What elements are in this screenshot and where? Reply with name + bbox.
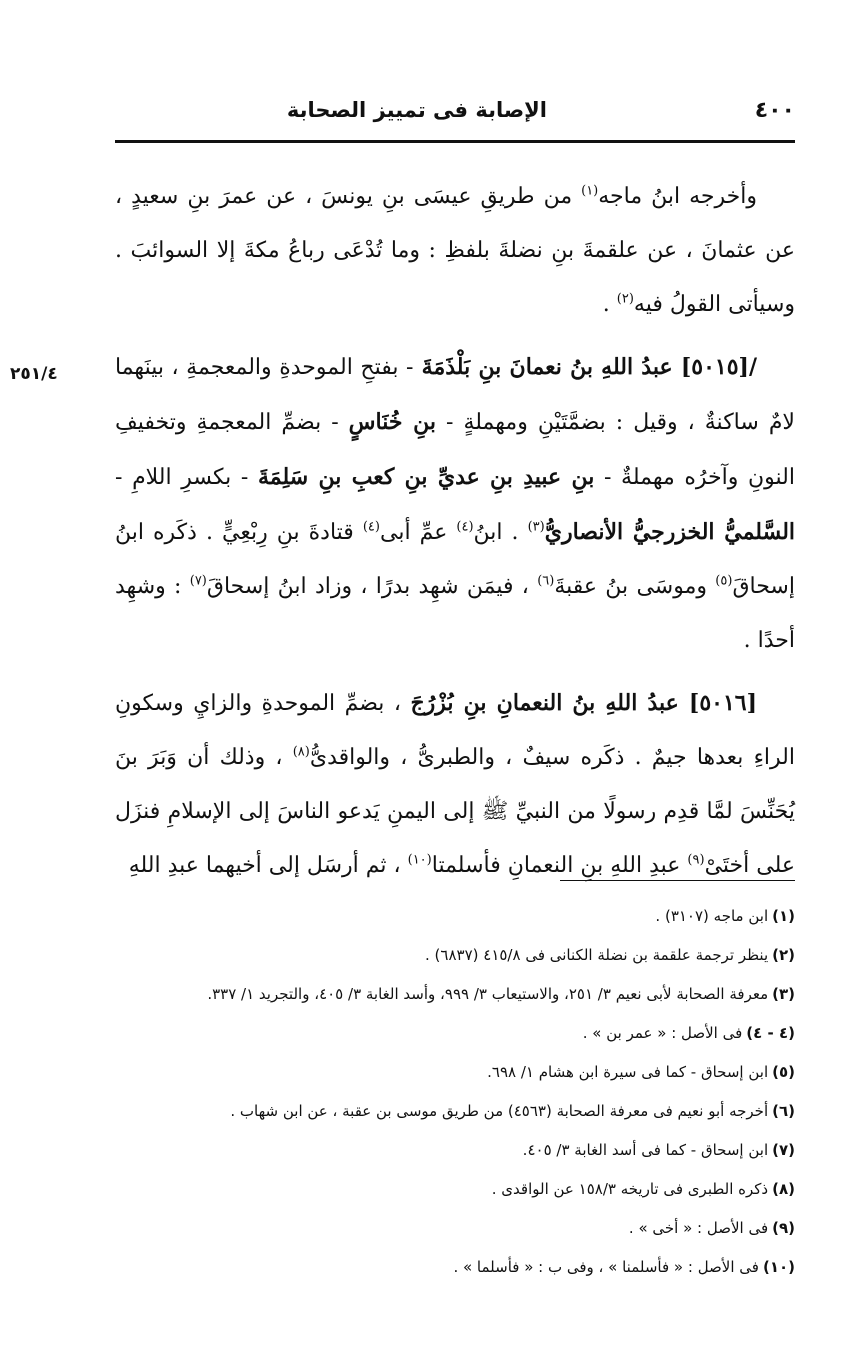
lineage-name: السَّلميُّ الخزرجيُّ الأنصاريُّ [544,519,796,545]
footnote-ref[interactable]: (١٠) [407,852,432,868]
footnote-text: ابن إسحاق - كما فى أسد الغابة ٣/ ٤٠٥. [522,1141,769,1159]
text-run: عمِّ أبى [379,520,457,545]
footnote-ref[interactable]: (٨) [292,744,310,760]
footnote-marker: (٦) [772,1102,795,1120]
lineage-name: بنِ خُنَاسٍ [348,409,437,435]
text-run: وأخرجه ابنُ ماجه [598,184,757,209]
footnote-marker: (٣) [772,985,795,1003]
footnote-separator [560,880,795,881]
footnote-marker: (٩) [772,1219,795,1237]
footnote-text: ينظر ترجمة علقمة بن نضلة الكنانى فى ٤١٥/٨ (٦٨٣٧) . [425,946,769,964]
main-text [115,170,795,901]
footnote-item [105,897,795,936]
text-run: . ابنُ [473,520,528,545]
margin-reference: ٢٥١/٤ [10,364,58,384]
text-run: ، وذلك أن وَبَرَ بنَ يُحَنِّسَ لمَّا قدِم رسولًا من النبيِّ ﷺ إلى اليمنِ يَدعو الناسَ إلى الإسلامِ فنزَل على أختَىْ [115,745,795,878]
entry-number: /[٥٠١٥] [680,354,757,380]
text-run: عبدِ اللهِ بنِ النعمانِ فأسلمتا [431,853,688,878]
footnote-ref[interactable]: (٣) [527,519,545,535]
entry-name: عبدُ اللهِ بنُ نعمانَ بنِ بَلْذَمَةَ [413,354,681,380]
footnote-marker: (٢) [772,946,795,964]
footnote-ref[interactable]: (٧) [189,573,207,589]
text-run: ، فيمَن شهِد بدرًا ، وزاد ابنُ إسحاقَ [206,574,538,599]
footnote-text: ابن إسحاق - كما فى سيرة ابن هشام ١/ ٦٩٨. [487,1063,769,1081]
entry-number: [٥٠١٦] [688,690,757,716]
paragraph-1 [115,170,795,332]
text-run: - بفتحِ الموحدةِ والمعجمةِ ، بينَهما لامٌ ساكنةٌ ، وقيل : بضمَّتَيْنِ ومهملةٍ - [115,355,795,435]
book-title: الإصابة فى تمييز الصحابة [286,98,547,122]
footnote-marker: (٥) [772,1063,795,1081]
page-number: ٤٠٠ [754,98,795,123]
text-run: قتادةَ بنِ رِبْعِيٍّ . ذكَره ابنُ إسحاقَ [115,520,795,599]
text-run: ، بضمِّ الموحدةِ والزايِ وسكونِ الراءِ بعدها جيمٌ . ذكَره سيفٌ ، والطبرىُّ ، والواقدىُّ [115,691,795,770]
text-run: - بكسرِ اللامِ - [115,465,258,490]
footnote-item [105,1209,795,1248]
footnote-marker: (٧) [772,1141,795,1159]
text-run: ، ثم أرسَل إلى أخيهما عبدِ اللهِ [128,853,408,878]
running-head [115,98,795,138]
lineage-name: بنِ عبيدِ بنِ عديِّ بنِ كعبِ بنِ سَلِمَةَ [258,464,595,490]
entry-5015 [115,340,795,668]
footnote-text: فى الأصل : « فأسلمنا » ، وفى ب : « فأسلما » . [453,1258,759,1276]
footnote-ref[interactable]: (١) [581,183,599,199]
header-rule [115,140,795,143]
text-run: - بضمِّ المعجمةِ وتخفيفِ النونِ وآخرُه مهملةٌ - [115,410,795,490]
entry-name: عبدُ اللهِ بنُ النعمانِ بنِ بُزْرُجَ [410,690,689,716]
footnote-item [105,1248,795,1287]
footnotes-section [105,897,795,1287]
entry-5016 [115,676,795,893]
footnote-item [105,1131,795,1170]
footnote-marker: (١) [772,907,795,925]
footnote-ref[interactable]: (٢) [616,291,634,307]
footnote-item [105,1053,795,1092]
footnote-marker: (٤ - ٤) [746,1024,795,1042]
text-run: وموسَى بنُ عقبةَ [554,574,716,599]
footnote-item [105,936,795,975]
footnote-marker: (٨) [772,1180,795,1198]
footnote-ref[interactable]: (٤) [456,519,474,535]
footnote-text: أخرجه أبو نعيم فى معرفة الصحابة (٤٥٦٣) من طريق موسى بن عقبة ، عن ابن شهاب . [230,1102,769,1120]
footnote-item [105,1014,795,1053]
footnote-text: ابن ماجه (٣١٠٧) . [655,907,769,925]
text-run: : وشهِد أحدًا . [115,574,795,653]
footnote-text: معرفة الصحابة لأبى نعيم ٣/ ٢٥١، والاستيعاب ٣/ ٩٩٩، وأسد الغابة ٣/ ٤٠٥، والتجريد ١/ ٣٣٧. [207,985,769,1003]
footnote-ref[interactable]: (٩) [687,852,705,868]
footnote-ref[interactable]: (٤) [362,519,380,535]
footnote-item [105,1092,795,1131]
text-run: . [602,292,617,317]
text-run: من طريقِ عيسَى بنِ يونسَ ، عن عمرَ بنِ سعيدٍ ، عن عثمانَ ، عن علقمةَ بنِ نضلةَ بلفظِ : وما تُدْعَى رباعُ مكةَ إلا السوائبَ . وسيأتى القولُ فيه [115,184,795,317]
footnote-item [105,1170,795,1209]
footnote-ref[interactable]: (٦) [537,573,555,589]
footnote-text: فى الأصل : « عمر بن » . [582,1024,743,1042]
footnote-ref[interactable]: (٥) [715,573,733,589]
footnote-marker: (١٠) [762,1258,795,1276]
footnote-text: فى الأصل : « أخى » . [628,1219,769,1237]
footnote-text: ذكره الطبرى فى تاريخه ١٥٨/٣ عن الواقدى . [491,1180,769,1198]
footnote-item [105,975,795,1014]
